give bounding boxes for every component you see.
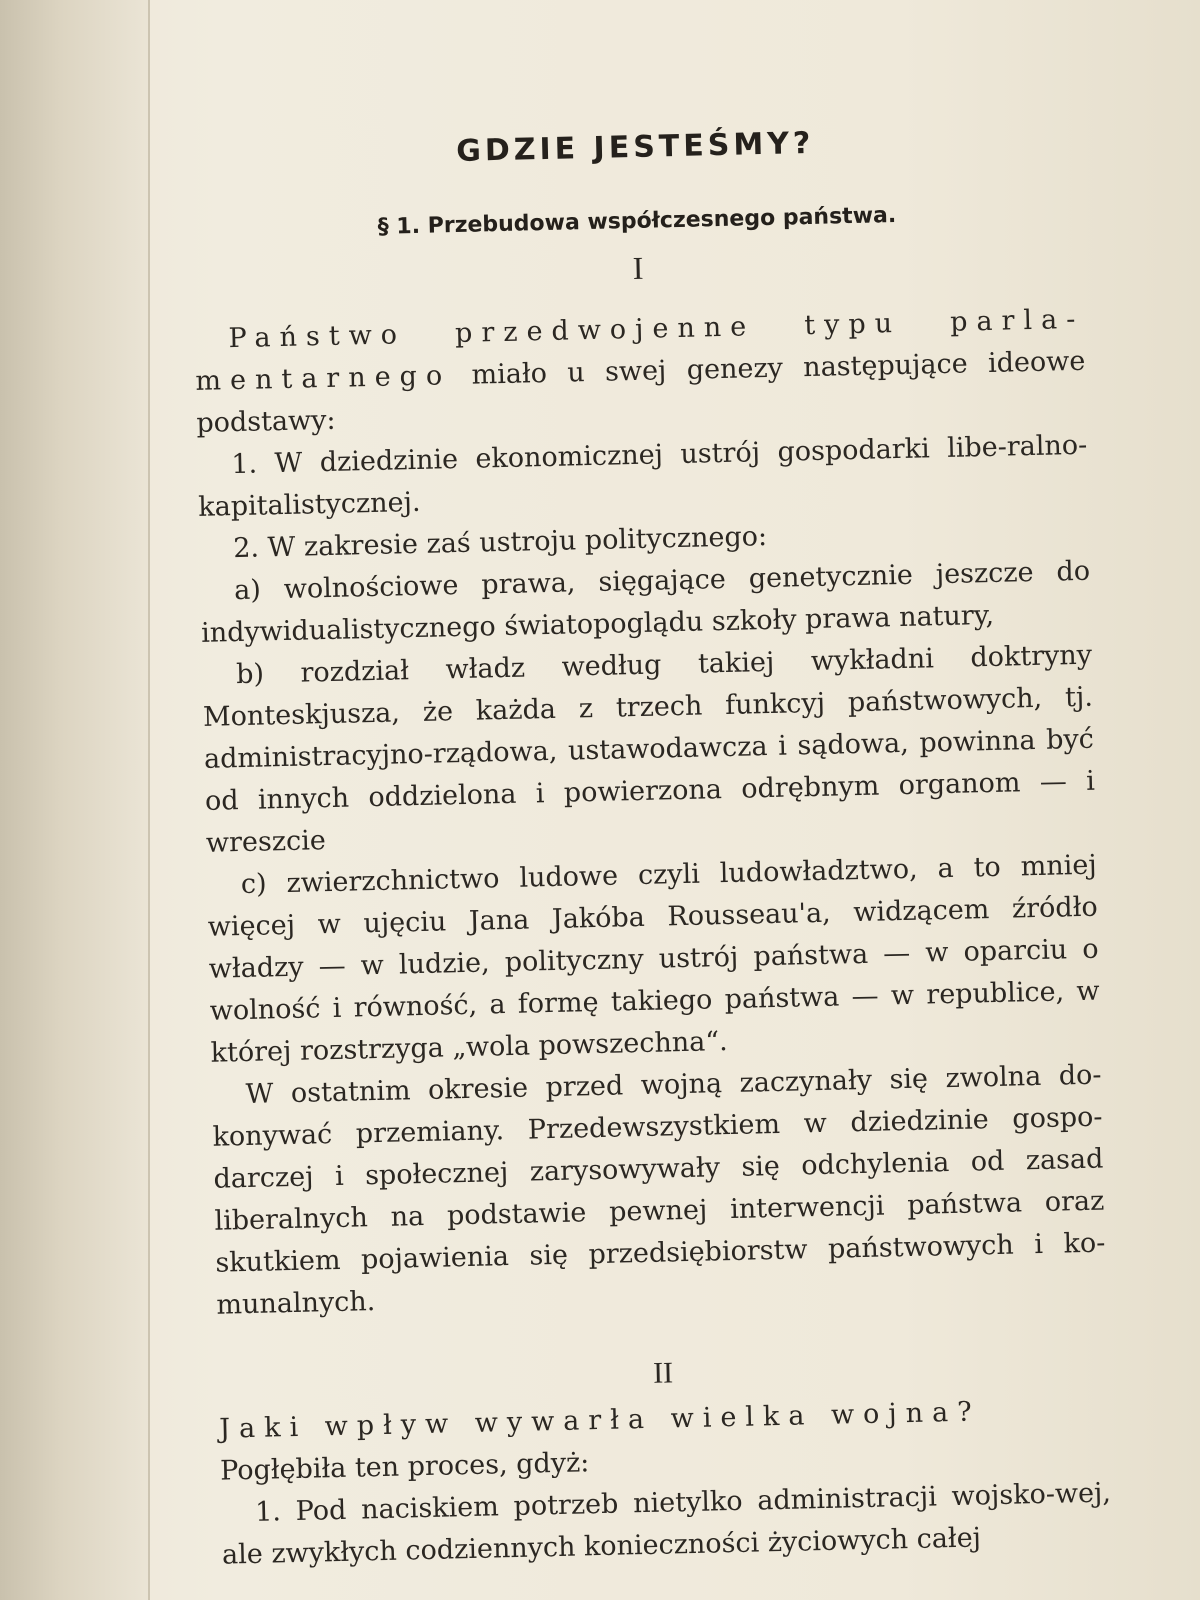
part-two-answer-intro: Pogłębiła ten proces, gdyż: [219, 1447, 590, 1487]
closing-paragraph: W ostatnim okresie przed wojną zaczynały się zwolna do-konywać przemiany. Przedewszystkiem w dziedzinie gospo-darczej i społecznej zarysowywały się odchylenia od zasad liberalnych na podstawie pewnej interwencji państwa oraz skutkiem pojawienia się przedsiębiorstw państwowych i ko-munalnych. [212, 1059, 1106, 1321]
part-two-question: Jaki wpływ wywarła wielka wojna? [218, 1396, 982, 1445]
section-heading: § 1. Przebudowa współczesnego państwa. [377, 203, 897, 240]
point-2: 2. W zakresie zaś ustroju politycznego: [232, 521, 768, 565]
part-two-point-1: 1. Pod naciskiem potrzeb nietylko administracji wojsko-wej, ale zwykłych codziennych konieczności życiowych całej [221, 1477, 1112, 1571]
point-a: a) wolnościowe prawa, sięgające genetycznie jeszcze do indywidualistycznego światopoglądu szkoły prawa natury, [200, 555, 1091, 649]
point-1: 1. W dziedzinie ekonomicznej ustrój gospodarki libe-ralno-kapitalistycznej. [197, 429, 1088, 523]
chapter-title: GDZIE JESTEŚMY? [455, 125, 815, 169]
point-b: b) rozdział władz według takiej wykładni doktryny Monteskjusza, że każda z trzech funkcyj państwowych, tj. administracyjno-rządowa, ustawodawcza i sądowa, powinna być od innych oddzielona i powierzona odrębnym organom — i wreszcie [202, 639, 1096, 859]
part-two-numeral: II [652, 1356, 674, 1390]
intro-spaced-text: Państwo przedwojenne typu parla-mentarnego [195, 303, 1085, 397]
page-text-block [190, 120, 1112, 1577]
book-gutter [0, 0, 150, 1600]
intro-rest-text: miało u swej genezy następujące ideowe podstawy: [196, 345, 1086, 439]
gutter-edge [148, 0, 150, 1600]
point-c: c) zwierzchnictwo ludowe czyli ludowładztwo, a to mniej więcej w ujęciu Jana Jakóba Rousseau'a, widzącem źródło władzy — w ludzie, polityczny ustrój państwa — w oparciu o wolność i równość, a formę takiego państwa — w republice, w której rozstrzyga „wola powszechna“. [207, 849, 1100, 1069]
part-one-numeral: I [632, 249, 644, 286]
intro-paragraph [194, 299, 1087, 445]
